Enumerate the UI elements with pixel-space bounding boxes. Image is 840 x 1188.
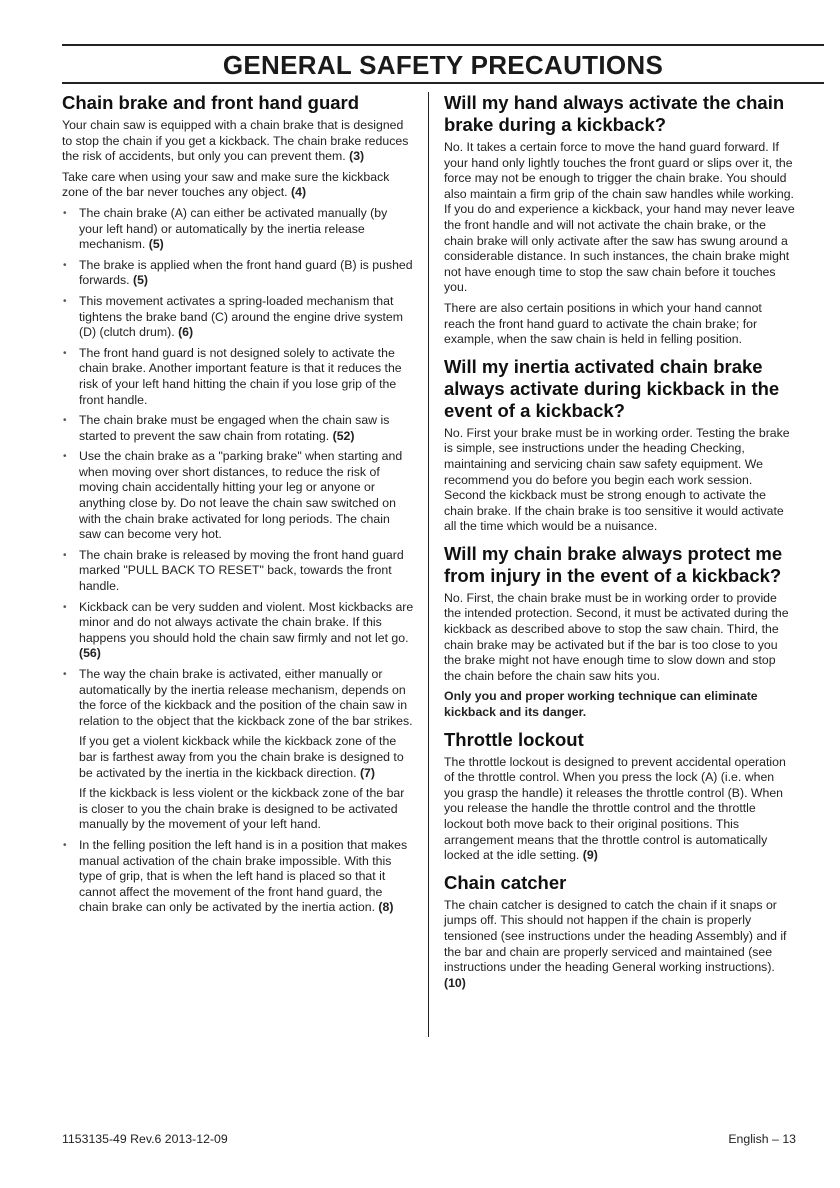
figure-ref: (5) — [133, 273, 149, 288]
figure-ref: (52) — [332, 428, 355, 443]
figure-ref: (3) — [349, 149, 365, 164]
figure-ref: (9) — [582, 848, 598, 863]
throttle-paragraph: The throttle lockout is designed to prevent accidental operation of the throttle control. When you press the lock (A) (i.e. when you grasp the handle) it releases the throttle control (B). When you release the handle the throttle control and the throttle lockout both move back to their original positions. This arrangement means that the throttle control is automatically locked at the idle setting. (9) — [444, 754, 786, 863]
list-item: • The chain brake (A) can either be activated manually (by your left hand) or automatically by the inertia release mechanism. (5) — [62, 206, 414, 253]
header-bottom-rule — [62, 82, 824, 84]
list-subparagraph: If the kickback is less violent or the kickback zone of the bar is closer to you the chain brake is designed to be activated manually by the movement of your left hand. — [79, 786, 405, 832]
list-item: • Kickback can be very sudden and violent. Most kickbacks are minor and do not always activate the chain brake. If this happens you should hold the chain saw firmly and not let go. (56) — [62, 600, 414, 662]
figure-ref: (7) — [359, 765, 375, 780]
list-item: • The chain brake must be engaged when the chain saw is started to prevent the saw chain from rotating. (52) — [62, 413, 414, 444]
kickback-zone-paragraph: Take care when using your saw and make sure the kickback zone of the bar never touches any object. (4) — [62, 169, 390, 200]
inertia-paragraph: No. First your brake must be in working order. Testing the brake is simple, see instructions under the heading Checking, maintaining and servicing chain saw safety equipment. We recommend you do before you begin each work session. Second the kickback must be strong enough to activate the chain brake. If the chain brake is too sensitive it would activate all the time which would be a nuisance. — [444, 425, 790, 534]
hand-activate-paragraph: No. It takes a certain force to move the hand guard forward. If your hand only lightly touches the front guard or slips over it, the force may not be enough to trigger the chain brake. You should also maintain a firm grip of the chain saw handles while working. If you do and experience a kickback, your hand may never leave the front handle and will not activate the chain brake, or the chain brake will only activate after the saw has swung around a considerable distance. In such instances, the chain brake might not have enough time to stop the saw chain before it touches you. — [444, 140, 795, 295]
figure-ref: (10) — [444, 975, 466, 990]
figure-ref: (6) — [178, 325, 194, 340]
figure-ref: (56) — [79, 646, 101, 661]
list-item: • The chain brake is released by moving the front hand guard marked "PULL BACK TO RESET" back, towards the front handle. — [62, 548, 414, 595]
figure-ref: (8) — [378, 900, 394, 915]
list-item: • The front hand guard is not designed solely to activate the chain brake. Another important feature is that it reduces the risk of your left hand hitting the chain if you lose grip of the front handle. — [62, 346, 414, 408]
left-column — [62, 92, 414, 921]
list-subparagraph: If you get a violent kickback while the kickback zone of the bar is farthest away from you the chain brake is designed to be activated by the inertia in the kickback direction. (7) — [79, 734, 404, 780]
heading-inertia-brake: Will my inertia activated chain brake always activate during kickback in the event of a kickback? — [444, 355, 780, 421]
right-column — [444, 92, 796, 996]
figure-ref: (4) — [291, 185, 307, 200]
heading-chain-brake: Chain brake and front hand guard — [62, 92, 360, 113]
heading-chain-catcher: Chain catcher — [444, 871, 567, 893]
chain-catcher-paragraph: The chain catcher is designed to catch the chain if it snaps or jumps off. This should not happen if the chain is properly tensioned (see instructions under the heading Assembly) and if the bar and chain are properly serviced and maintained (see instructions under the heading General working instructions). (10) — [444, 897, 787, 990]
list-item: • This movement activates a spring-loaded mechanism that tightens the brake band (C) around the engine drive system (D) (clutch drum). (6) — [62, 294, 414, 341]
column-divider — [428, 92, 429, 1037]
technique-note: Only you and proper working technique can eliminate kickback and its danger. — [444, 689, 758, 720]
protect-paragraph: No. First, the chain brake must be in working order to provide the intended protection. Second, it must be activated during the kickback as described above to stop the saw chain. Third, the chain brake may be activated but if the bar is too close to you the brake might not have enough time to slow down and stop the chain before the chain saw hits you. — [444, 590, 789, 683]
chain-brake-list — [62, 206, 414, 916]
intro-paragraph: Your chain saw is equipped with a chain brake that is designed to stop the chain if you get a kickback. The chain brake reduces the risk of accidents, but only you can prevent them. (3) — [62, 118, 409, 164]
list-item: • Use the chain brake as a "parking brake" when starting and when moving over short distances, to reduce the risk of moving chain accidentally hitting your leg or anyone or anything close by. Do not leave the chain saw switched on with the chain brake activated for long periods. The chain saw can become very hot. — [62, 449, 414, 543]
header-top-rule — [62, 44, 824, 46]
list-item: • The brake is applied when the front hand guard (B) is pushed forwards. (5) — [62, 258, 414, 289]
heading-hand-activate: Will my hand always activate the chain brake during a kickback? — [444, 92, 785, 135]
heading-throttle-lockout: Throttle lockout — [444, 728, 584, 750]
positions-paragraph: There are also certain positions in which your hand cannot reach the front hand guard to activate the chain brake; for example, when the saw chain is held in felling position. — [444, 300, 762, 347]
list-item: • In the felling position the left hand is in a position that makes manual activation of the chain brake impossible. With this type of grip, that is when the left hand is placed so that it cannot affect the movement of the front hand guard, the chain brake can only be activated by the inertia action. (8) — [62, 838, 414, 916]
figure-ref: (5) — [148, 237, 164, 252]
document-id: 1153135-49 Rev.6 2013-12-09 — [62, 1132, 228, 1146]
page-number: English – 13 — [728, 1132, 796, 1146]
page-title: GENERAL SAFETY PRECAUTIONS — [222, 50, 664, 80]
heading-brake-protect: Will my chain brake always protect me from injury in the event of a kickback? — [444, 542, 783, 586]
list-item: • The way the chain brake is activated, either manually or automatically by the inertia release mechanism, depends on the force of the kickback and the position of the chain saw in relation to the object that the kickback zone of the bar strikes. — [62, 667, 414, 729]
